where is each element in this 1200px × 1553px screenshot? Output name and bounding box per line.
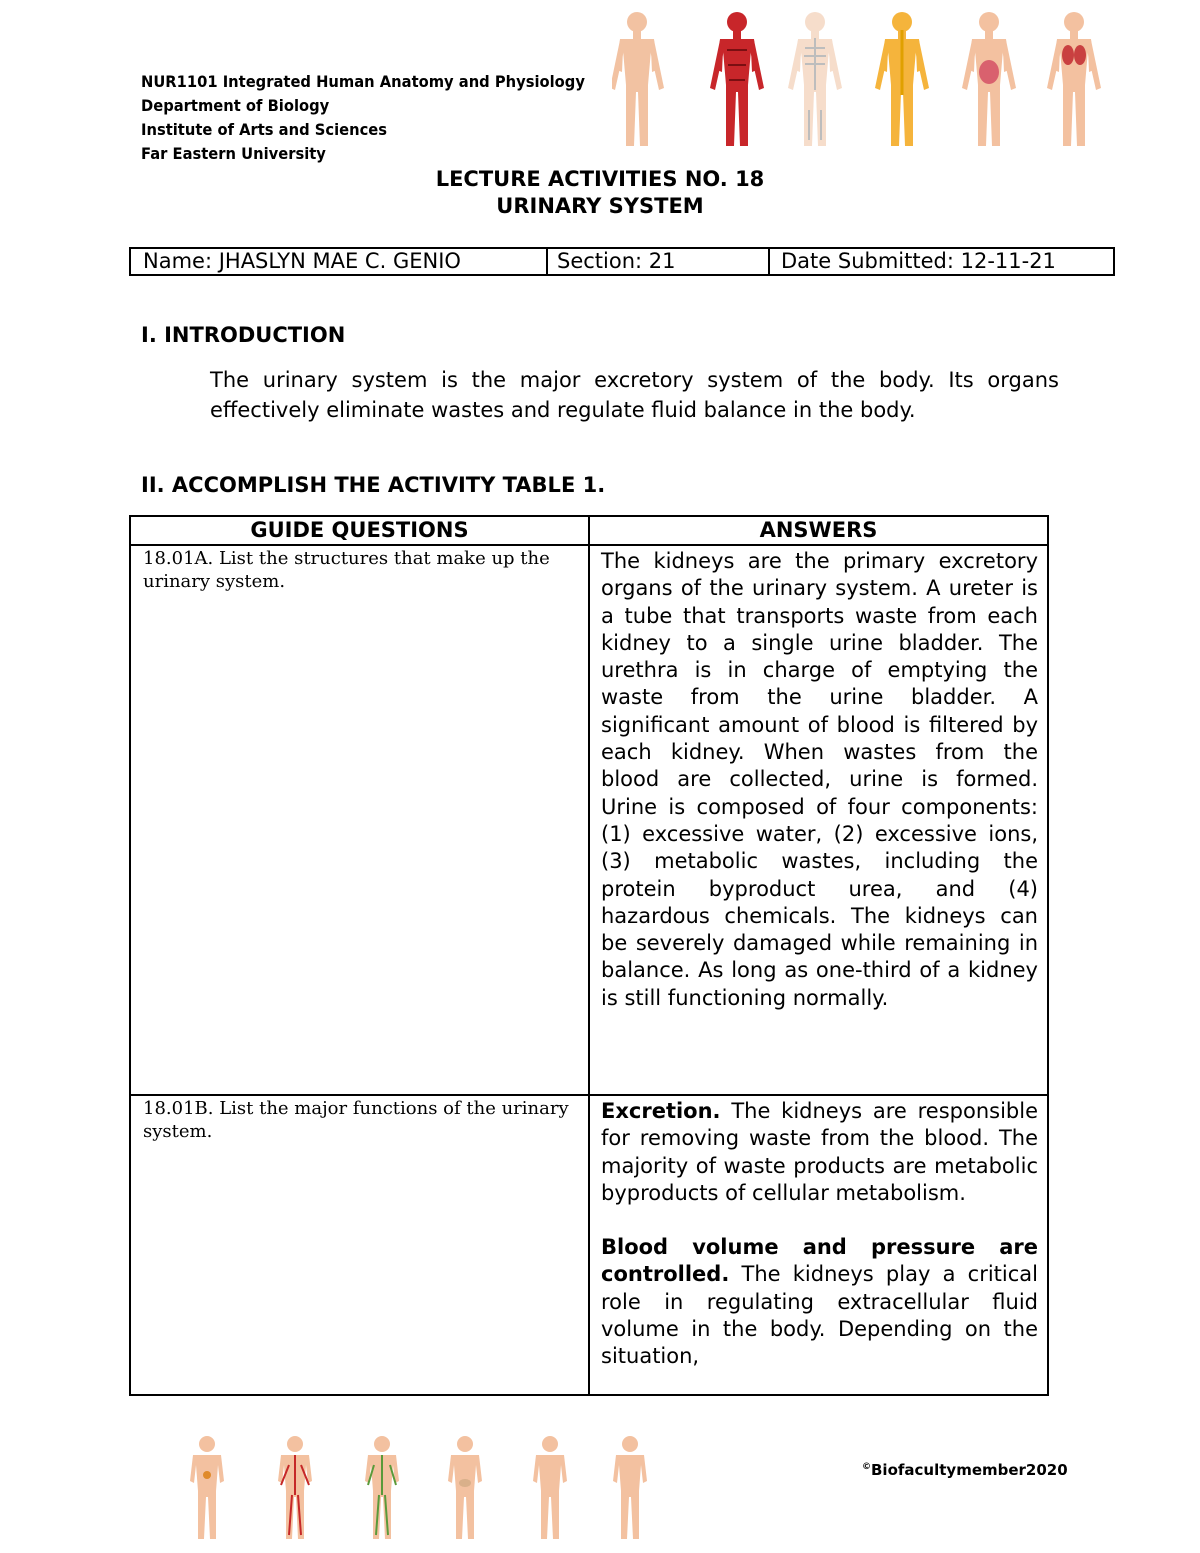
answer-cell bbox=[589, 1095, 1048, 1395]
reproductive-female-figure bbox=[533, 1436, 567, 1539]
student-name: Name: JHASLYN MAE C. GENIO bbox=[131, 249, 548, 274]
answer-text: The kidneys are the primary excretory organs of the urinary system. A ureter is a tube that transports waste from each kidney to a single urine bladder. The urethra is in charge of emptying the waste from the urine bladder. A significant amount of blood is filtered by each kidney. When wastes from the blood are collected, urine is formed. Urine is composed of four components: (1) excessive water, (2) excessive ions, (3) metabolic wastes, including the protein byproduct urea, and (4) hazardous chemicals. The kidneys can be severely damaged while remaining in balance. As long as one-third of a kidney is still functioning normally. bbox=[601, 549, 1038, 1010]
skeletal-figure bbox=[788, 12, 842, 146]
institute: Institute of Arts and Sciences bbox=[141, 120, 388, 139]
student-section: Section: 21 bbox=[548, 249, 770, 274]
intro-heading: I. INTRODUCTION bbox=[141, 323, 346, 347]
skin-figure bbox=[612, 12, 664, 146]
answer-text: The kidneys are responsible for removing waste from the blood. The majority of waste products are metabolic byproducts of cellular metabolism. bbox=[601, 1099, 1038, 1205]
copyright-notice bbox=[862, 1461, 1068, 1479]
body-systems-illustration bbox=[612, 10, 1132, 155]
copyright-symbol: © bbox=[862, 1462, 871, 1472]
urinary-figure bbox=[448, 1436, 482, 1539]
activity-table bbox=[129, 515, 1049, 1396]
activity-heading: II. ACCOMPLISH THE ACTIVITY TABLE 1. bbox=[141, 473, 606, 497]
question-cell: 18.01B. List the major functions of the urinary system. bbox=[130, 1095, 589, 1395]
answer-term: Excretion. bbox=[601, 1099, 721, 1123]
nervous-figure bbox=[875, 12, 929, 146]
respiratory-figure bbox=[1047, 12, 1101, 146]
lymphatic-figure bbox=[365, 1436, 399, 1539]
answer-cell bbox=[589, 545, 1048, 1095]
course-title: NUR1101 Integrated Human Anatomy and Physiology bbox=[141, 72, 585, 91]
table-row bbox=[130, 1095, 1048, 1395]
department: Department of Biology bbox=[141, 96, 330, 115]
question-cell: 18.01A. List the structures that make up the urinary system. bbox=[130, 545, 589, 1095]
answer-paragraph bbox=[601, 1234, 1038, 1370]
cardiovascular-figure bbox=[278, 1436, 312, 1539]
copyright-text: Biofacultymember2020 bbox=[871, 1461, 1068, 1479]
answer-text: The kidneys play a critical role in regulating extracellular fluid volume in the body. Depending on the situation, bbox=[601, 1262, 1038, 1369]
digestive-figure bbox=[962, 12, 1016, 146]
topic-title: URINARY SYSTEM bbox=[496, 194, 704, 218]
questions-column-header: GUIDE QUESTIONS bbox=[130, 516, 589, 545]
answer-term: Blood volume and pressure are controlled. bbox=[601, 1235, 1038, 1287]
lecture-title: LECTURE ACTIVITIES NO. 18 bbox=[435, 167, 765, 191]
table-header-row bbox=[130, 516, 1048, 545]
intro-paragraph: The urinary system is the major excretory system of the body. Its organs effectively eliminate wastes and regulate fluid balance in the body. bbox=[210, 368, 1059, 422]
answers-column-header: ANSWERS bbox=[589, 516, 1048, 545]
university: Far Eastern University bbox=[141, 144, 326, 163]
date-submitted: Date Submitted: 12-11-21 bbox=[781, 249, 1056, 273]
answer-paragraph bbox=[601, 1098, 1038, 1207]
muscular-figure bbox=[710, 12, 764, 146]
table-row bbox=[130, 545, 1048, 1095]
body-systems-footer-illustration bbox=[165, 1435, 675, 1547]
course-header bbox=[141, 70, 585, 166]
student-info-table bbox=[129, 247, 1115, 276]
endocrine-figure bbox=[190, 1436, 224, 1539]
reproductive-male-figure bbox=[613, 1436, 647, 1539]
